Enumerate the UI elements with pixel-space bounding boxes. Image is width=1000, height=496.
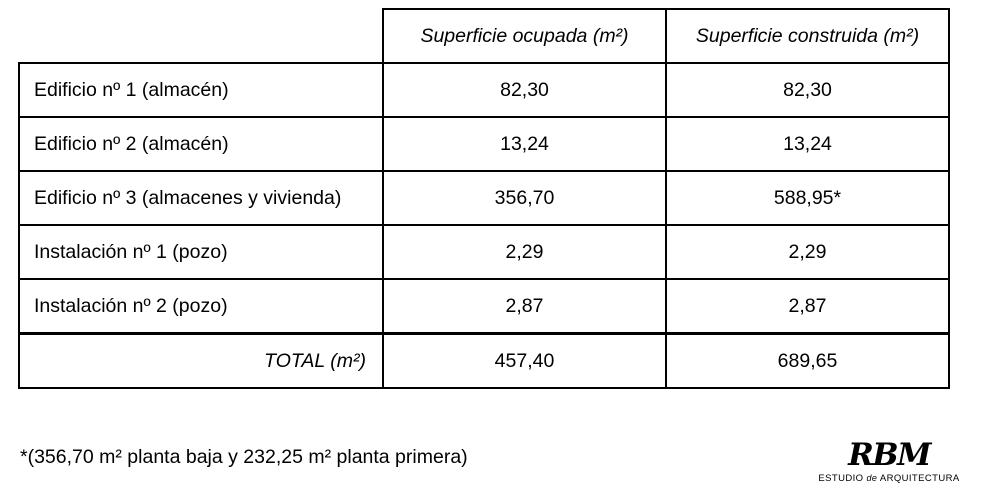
row-built-value: 13,24 bbox=[666, 117, 949, 171]
row-occupied-value: 2,87 bbox=[383, 279, 666, 334]
footnote-text: *(356,70 m² planta baja y 232,25 m² planta primera) bbox=[20, 446, 468, 468]
row-label: Edificio nº 1 (almacén) bbox=[19, 63, 383, 117]
total-occupied-value: 457,40 bbox=[383, 334, 666, 389]
logo-subtitle-suffix: ARQUITECTURA bbox=[877, 473, 960, 484]
table-row bbox=[19, 225, 949, 279]
logo-subtitle-prefix: ESTUDIO bbox=[818, 473, 867, 484]
row-built-value: 2,87 bbox=[666, 279, 949, 334]
row-built-value: 588,95* bbox=[666, 171, 949, 225]
row-occupied-value: 13,24 bbox=[383, 117, 666, 171]
row-occupied-value: 2,29 bbox=[383, 225, 666, 279]
total-label: TOTAL (m²) bbox=[19, 334, 383, 389]
header-superficie-construida: Superficie construida (m²) bbox=[666, 9, 949, 63]
table-row bbox=[19, 279, 949, 334]
logo-wordmark: RBM bbox=[848, 437, 930, 473]
table-row bbox=[19, 117, 949, 171]
studio-logo bbox=[794, 437, 984, 484]
row-built-value: 82,30 bbox=[666, 63, 949, 117]
header-superficie-ocupada: Superficie ocupada (m²) bbox=[383, 9, 666, 63]
row-label: Edificio nº 2 (almacén) bbox=[19, 117, 383, 171]
table-header-row bbox=[19, 9, 949, 63]
table-total-row bbox=[19, 334, 949, 389]
logo-subtitle bbox=[794, 473, 984, 484]
total-built-value: 689,65 bbox=[666, 334, 949, 389]
row-label: Instalación nº 1 (pozo) bbox=[19, 225, 383, 279]
table-row bbox=[19, 63, 949, 117]
row-built-value: 2,29 bbox=[666, 225, 949, 279]
header-blank-cell bbox=[19, 9, 383, 63]
row-occupied-value: 356,70 bbox=[383, 171, 666, 225]
row-occupied-value: 82,30 bbox=[383, 63, 666, 117]
row-label: Instalación nº 2 (pozo) bbox=[19, 279, 383, 334]
surface-summary-table bbox=[18, 8, 950, 389]
row-label: Edificio nº 3 (almacenes y vivienda) bbox=[19, 171, 383, 225]
logo-subtitle-de: de bbox=[866, 473, 878, 483]
table-row bbox=[19, 171, 949, 225]
